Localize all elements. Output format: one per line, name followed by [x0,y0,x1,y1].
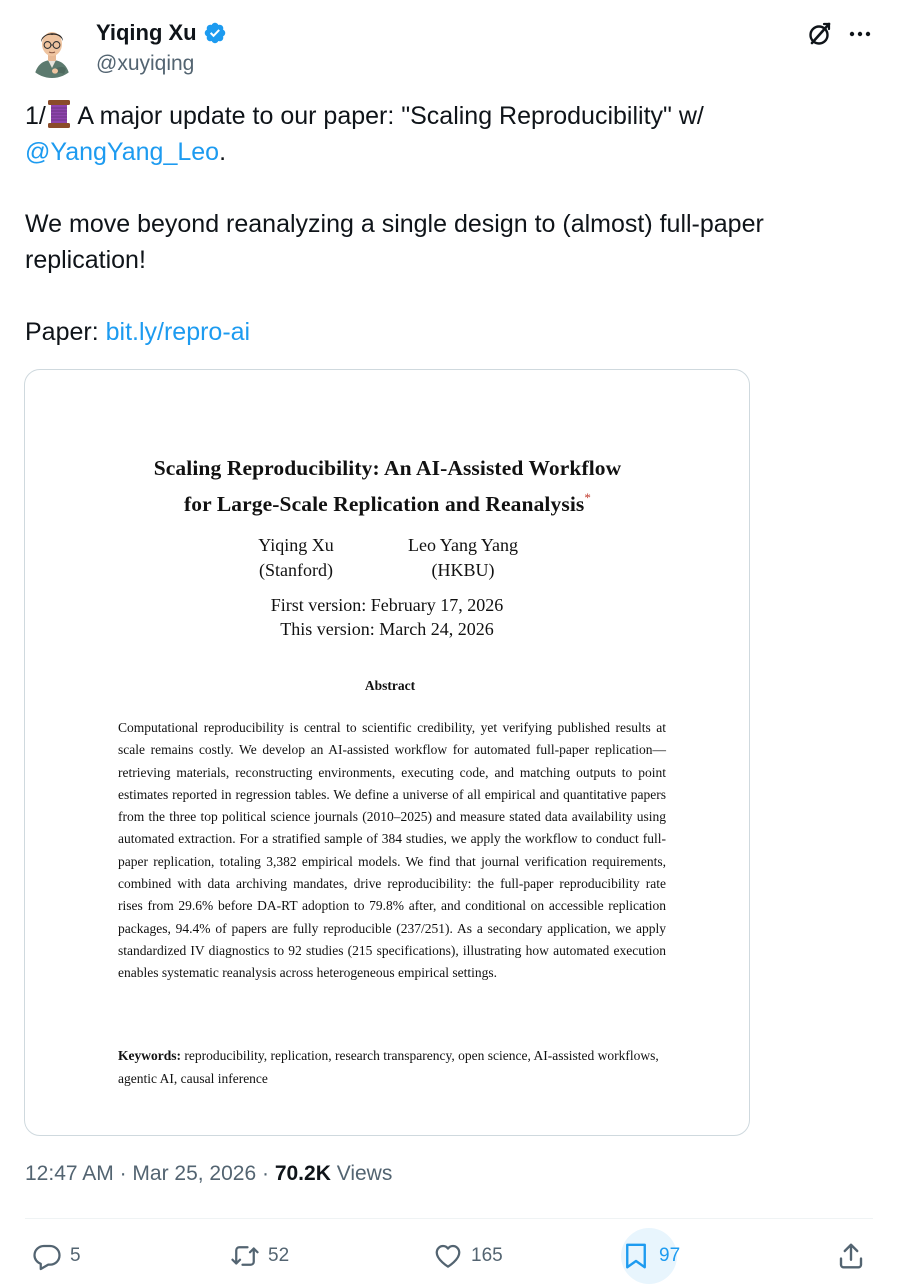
tweet-paragraph-2: We move beyond reanalyzing a single design to (almost) full-paper replication! [25,210,764,274]
heart-icon [433,1241,463,1271]
bookmark-count: 97 [659,1245,681,1266]
reply-button[interactable] [32,1236,81,1276]
repost-icon [230,1241,260,1271]
tweet-meta [25,1162,392,1186]
meta-separator: · [113,1162,133,1185]
paper-authors [25,533,749,587]
mention-suffix: . [219,138,227,166]
paper-author-2-affiliation: (HKBU) [431,560,495,580]
bookmark-button[interactable] [621,1236,680,1276]
paper-page [25,370,749,1135]
abstract-heading: Abstract [364,678,416,693]
paper-title-line-2 [85,483,690,519]
spool-of-thread-emoji-icon [46,99,72,129]
paper-title-line-1: Scaling Reproducibility: An AI-Assisted Workflow [153,456,622,480]
paper-author-2-name: Leo Yang Yang [407,535,519,555]
verified-badge-icon [203,21,227,45]
avatar[interactable] [24,22,80,78]
tweet-line-1-text: A major update to our paper: "Scaling Reproducibility" w/ [71,102,704,130]
repost-count: 52 [268,1245,290,1266]
grok-icon[interactable] [806,20,834,48]
bookmark-icon [621,1241,651,1271]
views-count: 70.2K [274,1162,331,1185]
paper-versions [25,593,749,641]
paper-author-1-name: Yiqing Xu [258,535,334,555]
tweet-line-1 [25,98,865,134]
mention-link[interactable]: @YangYang_Leo [25,138,220,166]
paper-keywords [118,1045,678,1090]
tweet-text [25,98,865,350]
share-icon [836,1241,866,1271]
paper-link[interactable]: bit.ly/repro-ai [105,318,251,346]
abstract-body: Computational reproducibility is central to scientific credibility, yet verifying published results at scale remains costly. We develop an AI-assisted workflow for automated full-paper replication—retrieving materials, reconstructing environments, executing code, and matching outputs to point estimates reported in regression tables. We define a universe of all empirical and quantitative papers from the three top political science journals (2010–2025) and measure stated data availability using automated extraction. For a stratified sample of 384 studies, we apply the workflow to conduct full-paper replication, totaling 3,382 empirical models. We find that journal verification requirements, combined with data archiving mandates, drive reproducibility: the full-paper reproducibility rate rises from 29.6% before DA-RT adoption to 79.8% after, and conditional on accessible replication packages, 94.4% of papers are fully reproducible (237/251). As a secondary application, we apply standardized IV diagnostics to 92 studies (215 specifications), illustrating how automated execution enables systematic reanalysis across heterogeneous empirical settings. [118,720,666,981]
meta-separator: · [256,1162,275,1185]
avatar-image [24,22,80,78]
paper-author-2 [391,533,535,583]
like-count: 165 [471,1245,503,1266]
first-version: First version: February 17, 2026 [270,595,504,615]
paper-author-1 [241,533,351,583]
media-image[interactable] [24,369,750,1136]
repost-button[interactable] [230,1236,289,1276]
views-label: Views [330,1162,393,1185]
title-footnote-mark: * [584,490,591,505]
paper-title [85,453,690,519]
more-options-icon[interactable] [846,20,874,48]
paper-title-line-2-text: for Large-Scale Replication and Reanalysis [184,492,585,516]
share-button[interactable] [836,1236,866,1276]
tweet-date[interactable]: Mar 25, 2026 [132,1162,257,1185]
author-handle[interactable]: @xuyiqing [96,52,195,75]
this-version: This version: March 24, 2026 [280,619,494,639]
paper-label: Paper: [25,318,106,346]
author-name[interactable]: Yiqing Xu [96,20,197,45]
like-button[interactable] [433,1236,503,1276]
tweet-time[interactable]: 12:47 AM [25,1162,114,1185]
tweet-line-2 [25,134,865,170]
reply-icon [32,1241,62,1271]
thread-number: 1/ [25,102,46,130]
tweet-paper-line [25,314,865,350]
keywords-text: reproducibility, replication, research transparency, open science, AI-assisted workflows, agentic AI, causal inference [118,1048,659,1086]
paper-author-1-affiliation: (Stanford) [259,560,333,580]
keywords-label: Keywords: [118,1048,181,1063]
reply-count: 5 [70,1245,81,1266]
divider [25,1218,873,1219]
author-name-row[interactable] [96,20,227,46]
